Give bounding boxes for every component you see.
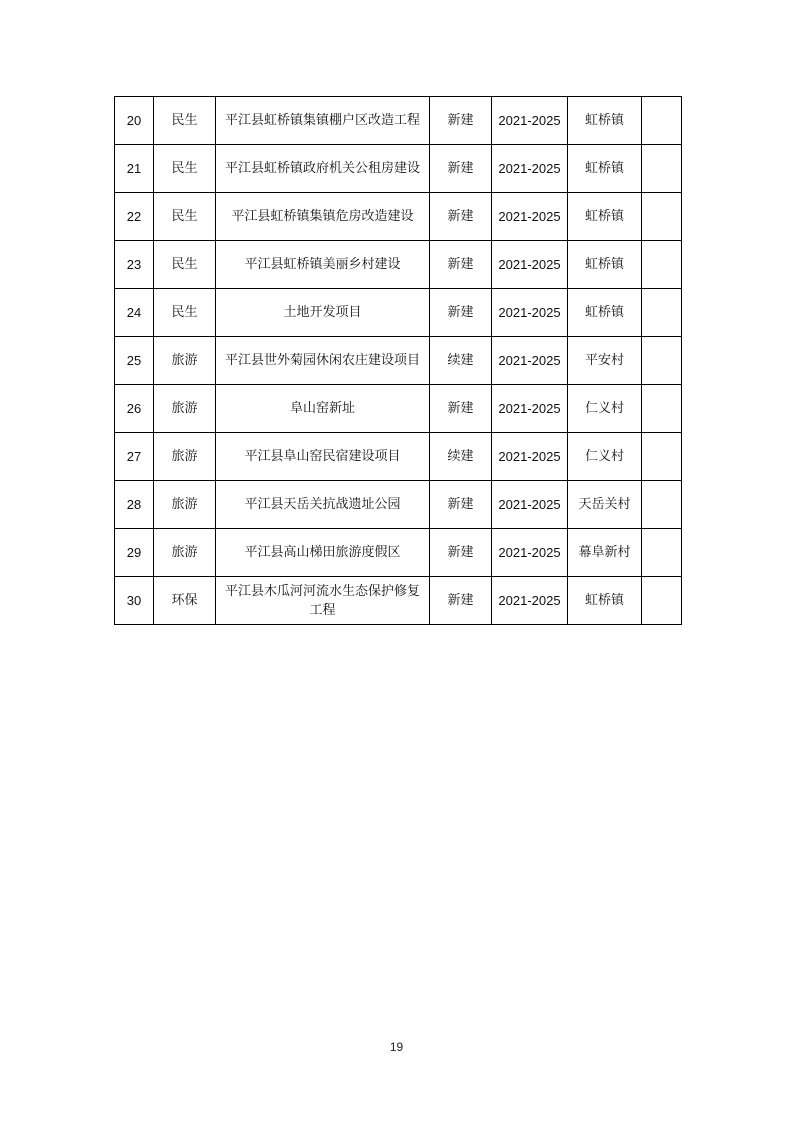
row-location: 虹桥镇 xyxy=(568,241,642,289)
row-location: 仁义村 xyxy=(568,433,642,481)
page-number: 19 xyxy=(389,1040,404,1054)
table-row xyxy=(115,433,682,481)
table-row xyxy=(115,193,682,241)
row-category: 旅游 xyxy=(154,529,216,577)
table-row xyxy=(115,337,682,385)
row-note xyxy=(642,385,682,433)
row-project-name: 平江县世外菊园休闲农庄建设项目 xyxy=(216,337,430,385)
row-period: 2021-2025 xyxy=(492,385,568,433)
row-note xyxy=(642,337,682,385)
row-category: 旅游 xyxy=(154,481,216,529)
row-category: 民生 xyxy=(154,97,216,145)
row-period: 2021-2025 xyxy=(492,193,568,241)
row-location: 虹桥镇 xyxy=(568,193,642,241)
row-category: 民生 xyxy=(154,145,216,193)
row-project-name: 平江县虹桥镇集镇棚户区改造工程 xyxy=(216,97,430,145)
table-row xyxy=(115,241,682,289)
row-construction-type: 新建 xyxy=(430,241,492,289)
row-category: 旅游 xyxy=(154,337,216,385)
row-note xyxy=(642,193,682,241)
row-note xyxy=(642,97,682,145)
row-note xyxy=(642,529,682,577)
row-project-name: 平江县虹桥镇集镇危房改造建设 xyxy=(216,193,430,241)
row-location: 幕阜新村 xyxy=(568,529,642,577)
row-period: 2021-2025 xyxy=(492,337,568,385)
row-number: 30 xyxy=(115,577,154,625)
table-row xyxy=(115,481,682,529)
row-note xyxy=(642,241,682,289)
row-construction-type: 新建 xyxy=(430,577,492,625)
row-category: 旅游 xyxy=(154,433,216,481)
row-number: 26 xyxy=(115,385,154,433)
row-construction-type: 新建 xyxy=(430,385,492,433)
table-row xyxy=(115,145,682,193)
table-row xyxy=(115,577,682,625)
row-location: 仁义村 xyxy=(568,385,642,433)
row-project-name: 平江县天岳关抗战遗址公园 xyxy=(216,481,430,529)
row-number: 28 xyxy=(115,481,154,529)
row-project-name: 平江县木瓜河河流水生态保护修复工程 xyxy=(216,577,430,625)
row-period: 2021-2025 xyxy=(492,97,568,145)
row-construction-type: 新建 xyxy=(430,481,492,529)
row-period: 2021-2025 xyxy=(492,289,568,337)
row-location: 虹桥镇 xyxy=(568,289,642,337)
row-note xyxy=(642,289,682,337)
row-location: 虹桥镇 xyxy=(568,577,642,625)
table-row xyxy=(115,385,682,433)
project-table-body xyxy=(115,97,682,625)
project-table xyxy=(114,96,682,625)
row-number: 21 xyxy=(115,145,154,193)
row-construction-type: 新建 xyxy=(430,97,492,145)
row-period: 2021-2025 xyxy=(492,145,568,193)
row-number: 22 xyxy=(115,193,154,241)
row-location: 虹桥镇 xyxy=(568,145,642,193)
row-period: 2021-2025 xyxy=(492,481,568,529)
row-category: 民生 xyxy=(154,193,216,241)
row-category: 环保 xyxy=(154,577,216,625)
row-location: 平安村 xyxy=(568,337,642,385)
table-row xyxy=(115,97,682,145)
row-number: 29 xyxy=(115,529,154,577)
table-row xyxy=(115,289,682,337)
row-location: 天岳关村 xyxy=(568,481,642,529)
row-number: 27 xyxy=(115,433,154,481)
row-construction-type: 续建 xyxy=(430,433,492,481)
row-construction-type: 新建 xyxy=(430,289,492,337)
row-location: 虹桥镇 xyxy=(568,97,642,145)
row-project-name: 平江县虹桥镇美丽乡村建设 xyxy=(216,241,430,289)
row-category: 民生 xyxy=(154,241,216,289)
row-project-name: 平江县高山梯田旅游度假区 xyxy=(216,529,430,577)
row-number: 25 xyxy=(115,337,154,385)
row-note xyxy=(642,481,682,529)
row-category: 民生 xyxy=(154,289,216,337)
row-project-name: 平江县虹桥镇政府机关公租房建设 xyxy=(216,145,430,193)
row-number: 24 xyxy=(115,289,154,337)
row-construction-type: 新建 xyxy=(430,145,492,193)
table-row xyxy=(115,529,682,577)
row-construction-type: 续建 xyxy=(430,337,492,385)
row-category: 旅游 xyxy=(154,385,216,433)
row-project-name: 土地开发项目 xyxy=(216,289,430,337)
row-number: 23 xyxy=(115,241,154,289)
row-note xyxy=(642,577,682,625)
row-period: 2021-2025 xyxy=(492,529,568,577)
row-project-name: 阜山窑新址 xyxy=(216,385,430,433)
row-period: 2021-2025 xyxy=(492,433,568,481)
row-period: 2021-2025 xyxy=(492,241,568,289)
row-number: 20 xyxy=(115,97,154,145)
row-project-name: 平江县阜山窑民宿建设项目 xyxy=(216,433,430,481)
row-note xyxy=(642,433,682,481)
row-construction-type: 新建 xyxy=(430,193,492,241)
row-period: 2021-2025 xyxy=(492,577,568,625)
row-construction-type: 新建 xyxy=(430,529,492,577)
row-note xyxy=(642,145,682,193)
